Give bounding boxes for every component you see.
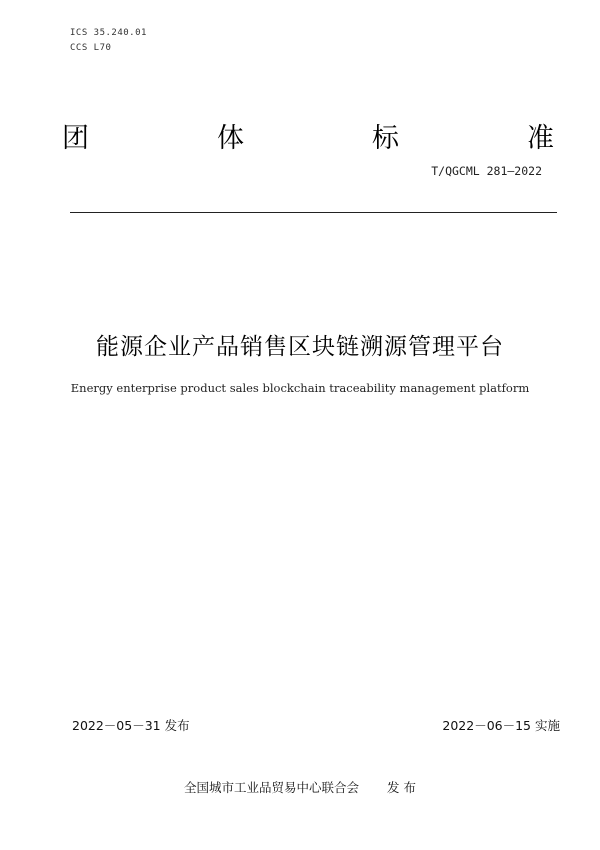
standard-type-heading — [62, 116, 554, 155]
publisher-line — [0, 778, 600, 796]
standard-code: T/QGCML 281—2022 — [431, 164, 542, 178]
implementation-date: 2022－06－15 实施 — [442, 718, 560, 733]
ccs-code: CCS L70 — [70, 43, 112, 53]
standard-type-char: 体 — [217, 123, 244, 154]
publisher-action: 发 布 — [387, 780, 416, 795]
document-title-chinese: 能源企业产品销售区块链溯源管理平台 — [96, 334, 504, 360]
document-title-english: Energy enterprise product sales blockchain traceability management platform — [70, 381, 530, 395]
issue-date: 2022－05－31 发布 — [72, 718, 190, 733]
standard-type-char: 团 — [62, 123, 89, 154]
standard-type-char: 标 — [372, 123, 399, 154]
ics-code: ICS 35.240.01 — [70, 28, 147, 38]
standard-type-char: 准 — [527, 123, 554, 154]
header-divider — [70, 212, 557, 213]
publisher-name: 全国城市工业品贸易中心联合会 — [184, 780, 360, 795]
